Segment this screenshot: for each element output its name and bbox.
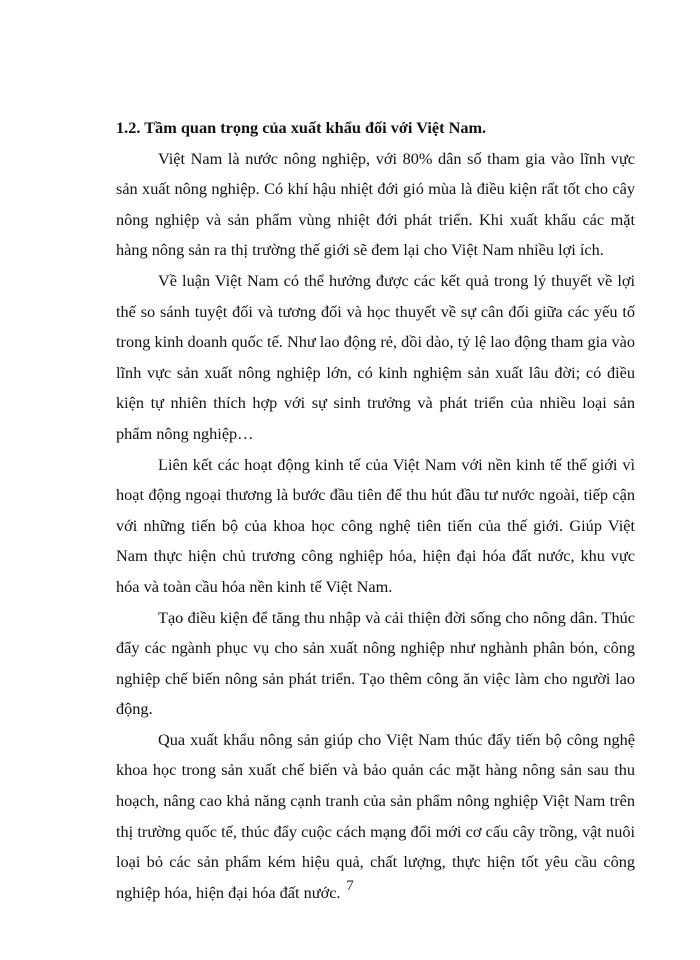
- paragraph-2: Về luận Việt Nam có thể hưởng được các kết quả trong lý thuyết về lợi thế so sánh tuyệt đối và tương đối và học thuyết về sự cân đối giữa các yếu tố trong kinh doanh quốc tế. Như lao động rẻ, dồi dào, tỷ lệ lao động tham gia vào lĩnh vực sản xuất nông nghiệp lớn, có kinh nghiệm sản xuất lâu đời; có điều kiện tự nhiên thích hợp với sự sinh trưởng và phát triển của nhiều loại sản phẩm nông nghiệp…: [116, 270, 635, 443]
- page-number: 7: [346, 878, 354, 894]
- paragraph-3: Liên kết các hoạt động kinh tế của Việt Nam với nền kinh tế thế giới vì hoạt động ngoại thương là bước đầu tiên để thu hút đầu tư nước ngoài, tiếp cận với những tiến bộ của khoa học công nghệ tiên tiến của thế giới. Giúp Việt Nam thực hiện chủ trương công nghiệp hóa, hiện đại hóa đất nước, khu vực hóa và toàn cầu hóa nền kinh tế Việt Nam.: [116, 454, 635, 596]
- paragraph-5: Qua xuất khẩu nông sản giúp cho Việt Nam thúc đẩy tiến bộ công nghệ khoa học trong sản xuất chế biến và bảo quản các mặt hàng nông sản sau thu hoạch, nâng cao khả năng cạnh tranh của sản phẩm nông nghiệp Việt Nam trên thị trường quốc tế, thúc đẩy cuộc cách mạng đổi mới cơ cấu cây trồng, vật nuôi loại bỏ các sản phẩm kém hiệu quả, chất lượng, thực hiện tốt yêu cầu công nghiệp hóa, hiện đại hóa đất nước.: [116, 729, 635, 902]
- paragraph-1: Việt Nam là nước nông nghiệp, với 80% dân số tham gia vào lĩnh vực sản xuất nông nghiệp. Có khí hậu nhiệt đới gió mùa là điều kiện rất tốt cho cây nông nghiệp và sản phẩm vùng nhiệt đới phát triển. Khi xuất khẩu các mặt hàng nông sản ra thị trường thế giới sẽ đem lại cho Việt Nam nhiều lợi ích.: [116, 148, 635, 260]
- page-content: [116, 113, 635, 908]
- paragraph-4: Tạo điều kiện để tăng thu nhập và cải thiện đời sống cho nông dân. Thúc đẩy các ngành phục vụ cho sản xuất nông nghiệp như nghành phân bón, công nghiệp chế biến nông sản phát triển. Tạo thêm công ăn việc làm cho người lao động.: [116, 607, 635, 719]
- section-heading: 1.2. Tầm quan trọng của xuất khẩu đối với Việt Nam.: [116, 118, 487, 137]
